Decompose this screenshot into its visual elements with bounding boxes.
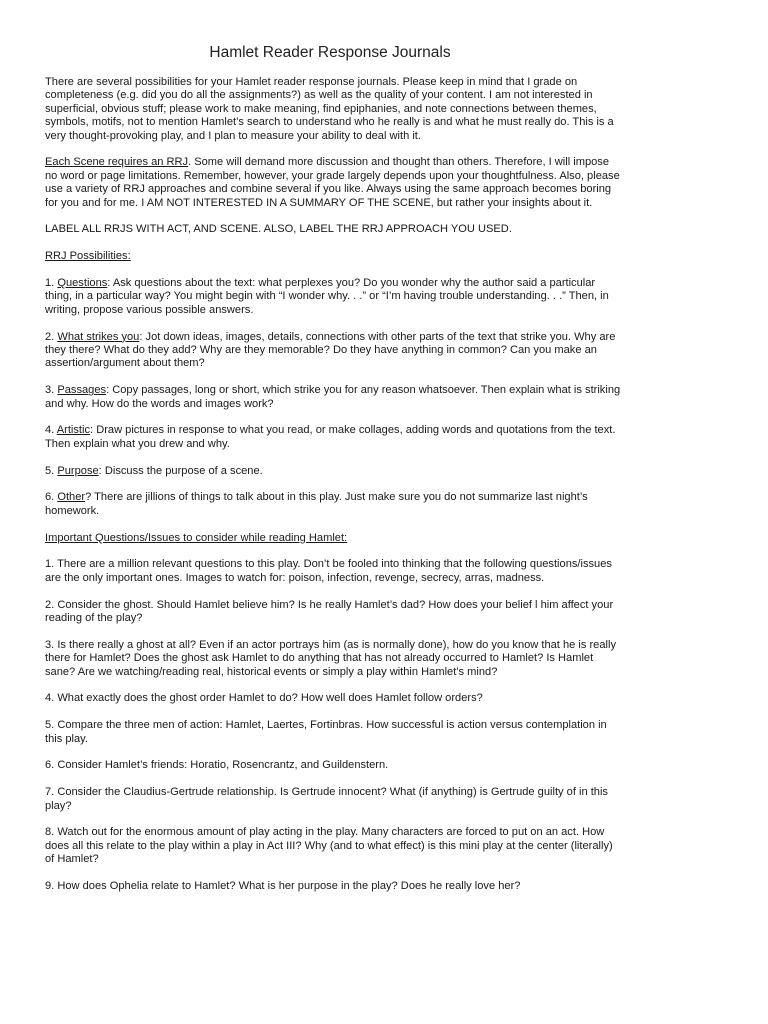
item-text: Ask questions about the text: what perplexes you? Do you wonder why the author said a particular thing, in a particular way? You might begin with “I wonder why. . .” or “I’m having trouble understanding. . .” Then, in writing, propose various possible answers. <box>45 277 609 316</box>
question-item: 8. Watch out for the enormous amount of play acting in the play. Many characters are forced to put on an act. How does all this relate to the play within a play in Act III? Why (and to what effect) is this mini play at the center (literally) of Hamlet? <box>45 826 613 866</box>
page-title: Hamlet Reader Response Journals <box>209 44 451 61</box>
item-number: 4. <box>45 424 57 437</box>
question-item: 6. Consider Hamlet’s friends: Horatio, Rosencrantz, and Guildenstern. <box>45 759 389 772</box>
item-term: Questions <box>57 277 108 290</box>
item-text: Discuss the purpose of a scene. <box>101 464 263 477</box>
item-term: Artistic <box>56 424 91 437</box>
questions-heading <box>45 532 623 545</box>
item-text: Draw pictures in response to what you read, or make collages, adding words and quotations from the text. Then explain what you drew and why. <box>45 424 616 450</box>
scene-requirement-text: . Some will demand more discussion and thought than others. Therefore, I will impose no word or page limitations. Remember, however, your grade largely depends upon your thoughtfulness. Also, please use a variety of RRJ approaches and combine several if you like. Always using the same approach becomes boring for you and for me. I AM NOT INTERESTED IN A SUMMARY OF THE SCENE, but rather your insights about it. <box>45 156 620 209</box>
item-term: Other <box>57 491 86 504</box>
item-term: Purpose <box>57 464 99 477</box>
rrj-heading-text: RRJ Possibilities: <box>45 250 131 263</box>
item-separator: ? <box>85 491 92 504</box>
item-number: 1. <box>45 277 58 290</box>
question-item: 1. There are a million relevant questions to this play. Don’t be fooled into thinking that the following questions/issues are the only important ones. Images to watch for: poison, infection, revenge, secrecy, arras, madness. <box>45 558 612 584</box>
possibility-item <box>45 331 623 371</box>
item-separator: : <box>106 384 110 397</box>
item-separator: : <box>90 424 94 437</box>
possibility-item <box>45 465 623 478</box>
intro-paragraph: There are several possibilities for your Hamlet reader response journals. Please keep in mind that I grade on completeness (e.g. did you do all the assignments?) as well as the quality of your content. I am not interested in superficial, obvious stuff; please work to make meaning, find epiphanies, and note connections between themes, symbols, motifs, not to mention Hamlet’s search to understand who he really is and what he must really do. This is a very thought-provoking play, and I plan to measure your ability to deal with it. <box>45 76 614 142</box>
possibility-item <box>45 277 623 317</box>
scene-requirement-paragraph <box>45 156 623 210</box>
item-number: 5. <box>45 464 58 477</box>
item-text: Copy passages, long or short, which strike you for any reason whatsoever. Then explain what is striking and why. How do the words and images work? <box>45 384 621 410</box>
questions-heading-text: Important Questions/Issues to consider while reading Hamlet: <box>45 531 348 544</box>
item-term: Passages <box>57 384 107 397</box>
scene-requirement-lead: Each Scene requires an RRJ <box>45 156 189 169</box>
rrj-heading <box>45 250 623 263</box>
item-text: Jot down ideas, images, details, connections with other parts of the text that strike you. Why are they there? What do they add? Why are they memorable? Do they have anything in common? Can you make an assertion/argument about them? <box>45 330 616 370</box>
question-item: 2. Consider the ghost. Should Hamlet believe him? Is he really Hamlet’s dad? How does your belief l him affect your reading of the play? <box>45 598 614 625</box>
question-item: 4. What exactly does the ghost order Hamlet to do? How well does Hamlet follow orders? <box>45 692 483 705</box>
item-number: 3. <box>45 384 58 397</box>
question-item: 9. How does Ophelia relate to Hamlet? What is her purpose in the play? Does he really love her? <box>45 880 521 893</box>
possibility-item <box>45 384 623 411</box>
item-term: What strikes you <box>57 330 140 343</box>
label-instruction: LABEL ALL RRJS WITH ACT, AND SCENE. ALSO, LABEL THE RRJ APPROACH YOU USED. <box>45 223 512 236</box>
possibility-item <box>45 424 623 451</box>
item-separator: : <box>107 277 111 290</box>
document-body <box>45 76 623 907</box>
item-text: There are jillions of things to talk about in this play. Just make sure you do not summarize last night’s homework. <box>45 491 588 517</box>
question-item: 3. Is there really a ghost at all? Even if an actor portrays him (as is normally done), how do you know that he is really there for Hamlet? Does the ghost ask Hamlet to do anything that has not already occurred to Hamlet? Is Hamlet sane? Are we watching/reading real, historical events or simply a play within Hamlet’s mind? <box>45 638 616 678</box>
question-item: 5. Compare the three men of action: Hamlet, Laertes, Fortinbras. How successful is action versus contemplation in this play. <box>45 719 607 745</box>
item-number: 6. <box>45 491 58 504</box>
item-separator: : <box>139 330 143 343</box>
item-separator: : <box>98 464 102 477</box>
item-number: 2. <box>45 330 58 343</box>
possibility-item <box>45 491 623 518</box>
question-item: 7. Consider the Claudius-Gertrude relationship. Is Gertrude innocent? What (if anything) is Gertrude guilty of in this play? <box>45 786 608 812</box>
